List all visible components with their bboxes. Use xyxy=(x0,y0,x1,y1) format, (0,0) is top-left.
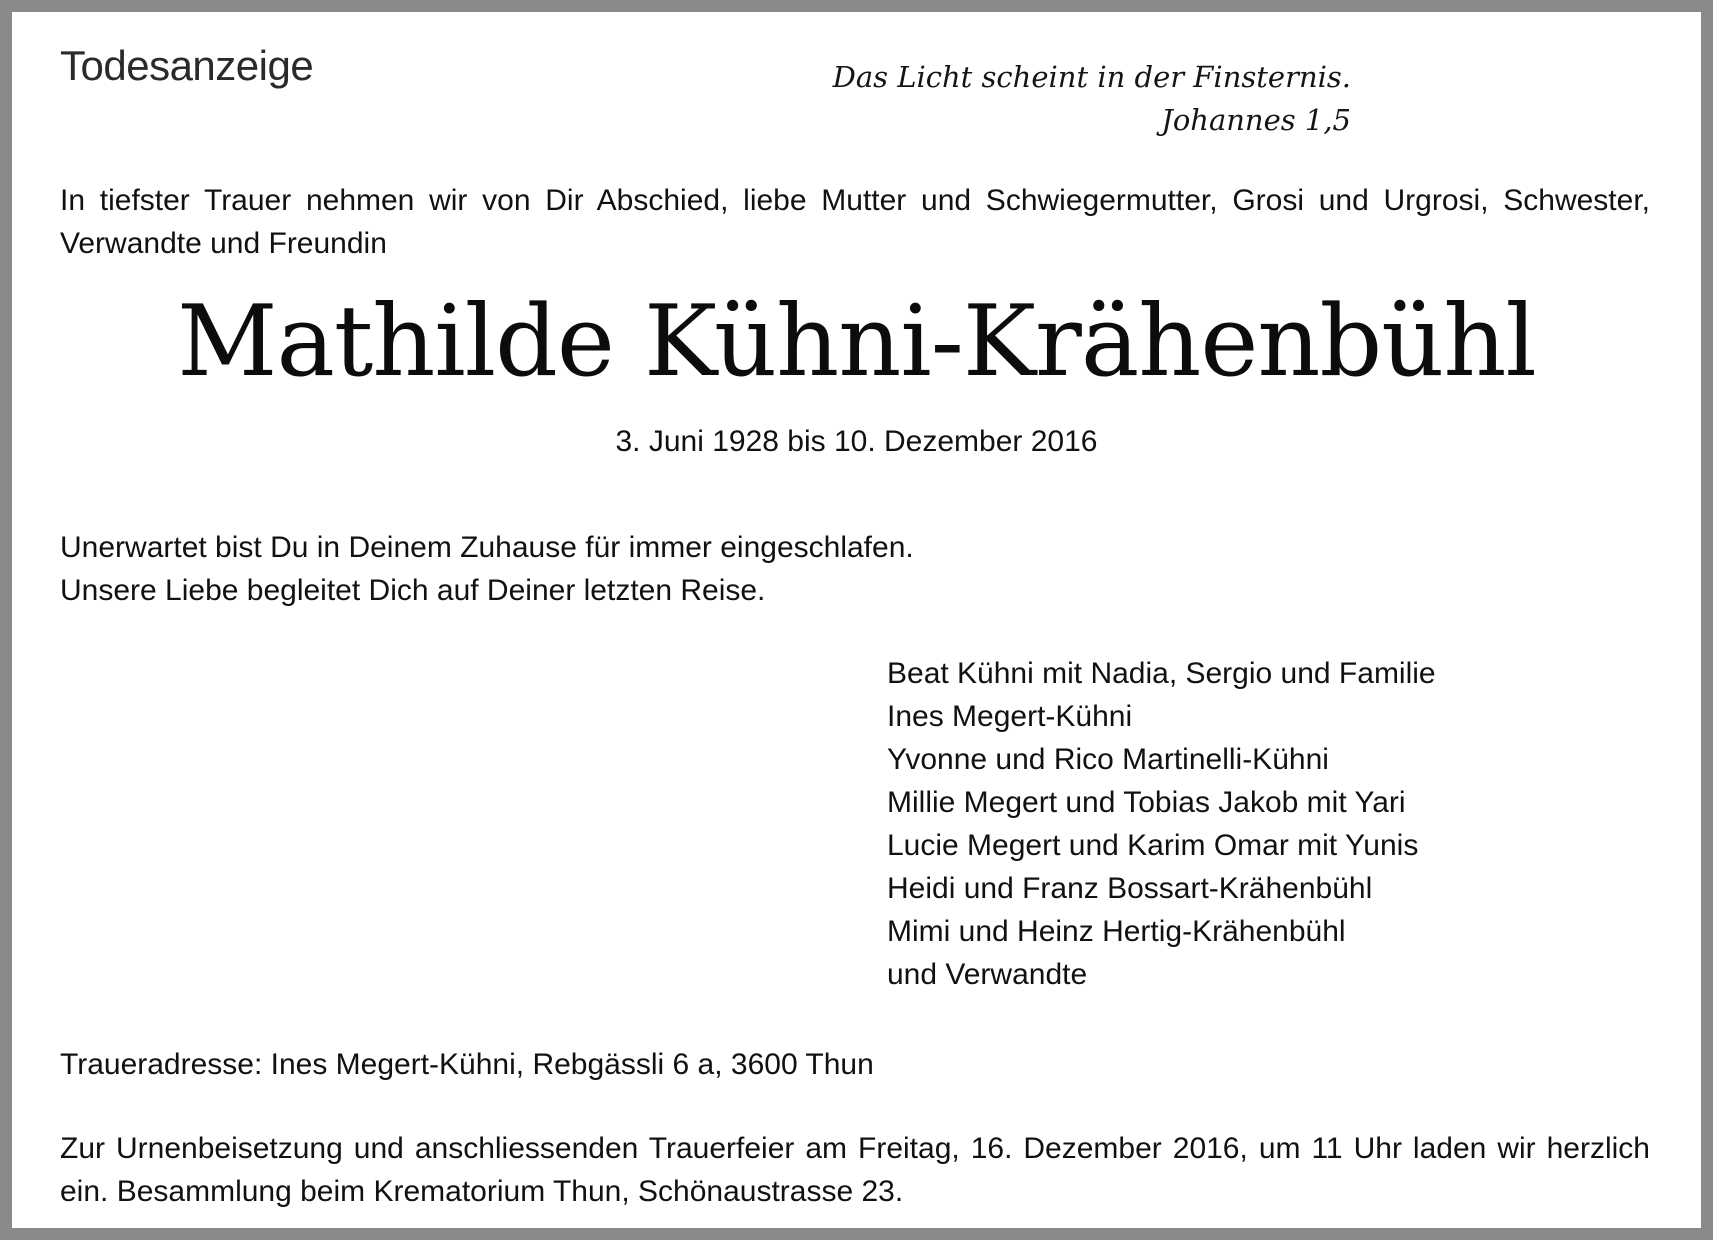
mourner-entry: Lucie Megert und Karim Omar mit Yunis xyxy=(887,829,1419,862)
intro-paragraph: In tiefster Trauer nehmen wir von Dir Abschied, liebe Mutter und Schwiegermutter, Grosi und Urgrosi, Schwester, Verwandte und Freundin xyxy=(60,184,1650,260)
farewell-line: Unsere Liebe begleitet Dich auf Deiner letzten Reise. xyxy=(60,574,766,607)
deceased-name: Mathilde Kühni-Krähenbühl xyxy=(177,285,1536,399)
mourners-list xyxy=(887,652,1436,996)
verse-reference: Johannes 1,5 xyxy=(1161,103,1351,137)
mourner-entry: Beat Kühni mit Nadia, Sergio und Familie xyxy=(887,657,1436,690)
farewell-line: Unerwartet bist Du in Deinem Zuhause für immer eingeschlafen. xyxy=(60,531,914,564)
bible-verse xyxy=(833,56,1351,142)
ceremony-info: Zur Urnenbeisetzung und anschliessenden Trauerfeier am Freitag, 16. Dezember 2016, um 11 Uhr laden wir herzlich ein. Besammlung beim Krematorium Thun, Schönaustrasse 23. xyxy=(60,1132,1650,1208)
mourner-entry: Millie Megert und Tobias Jakob mit Yari xyxy=(887,786,1406,819)
verse-text: Das Licht scheint in der Finsternis. xyxy=(832,60,1351,94)
mourning-address: Traueradresse: Ines Megert-Kühni, Rebgässli 6 a, 3600 Thun xyxy=(60,1048,874,1081)
farewell-sentences xyxy=(60,526,914,612)
life-dates: 3. Juni 1928 bis 10. Dezember 2016 xyxy=(615,425,1098,458)
mourner-entry: Ines Megert-Kühni xyxy=(887,700,1133,733)
notice-label: Todesanzeige xyxy=(60,42,314,89)
mourner-entry: und Verwandte xyxy=(887,958,1088,991)
mourner-entry: Heidi und Franz Bossart-Krähenbühl xyxy=(887,872,1373,905)
mourner-entry: Mimi und Heinz Hertig-Krähenbühl xyxy=(887,915,1346,948)
mourner-entry: Yvonne und Rico Martinelli-Kühni xyxy=(887,743,1329,776)
obituary-page xyxy=(12,12,1701,1228)
